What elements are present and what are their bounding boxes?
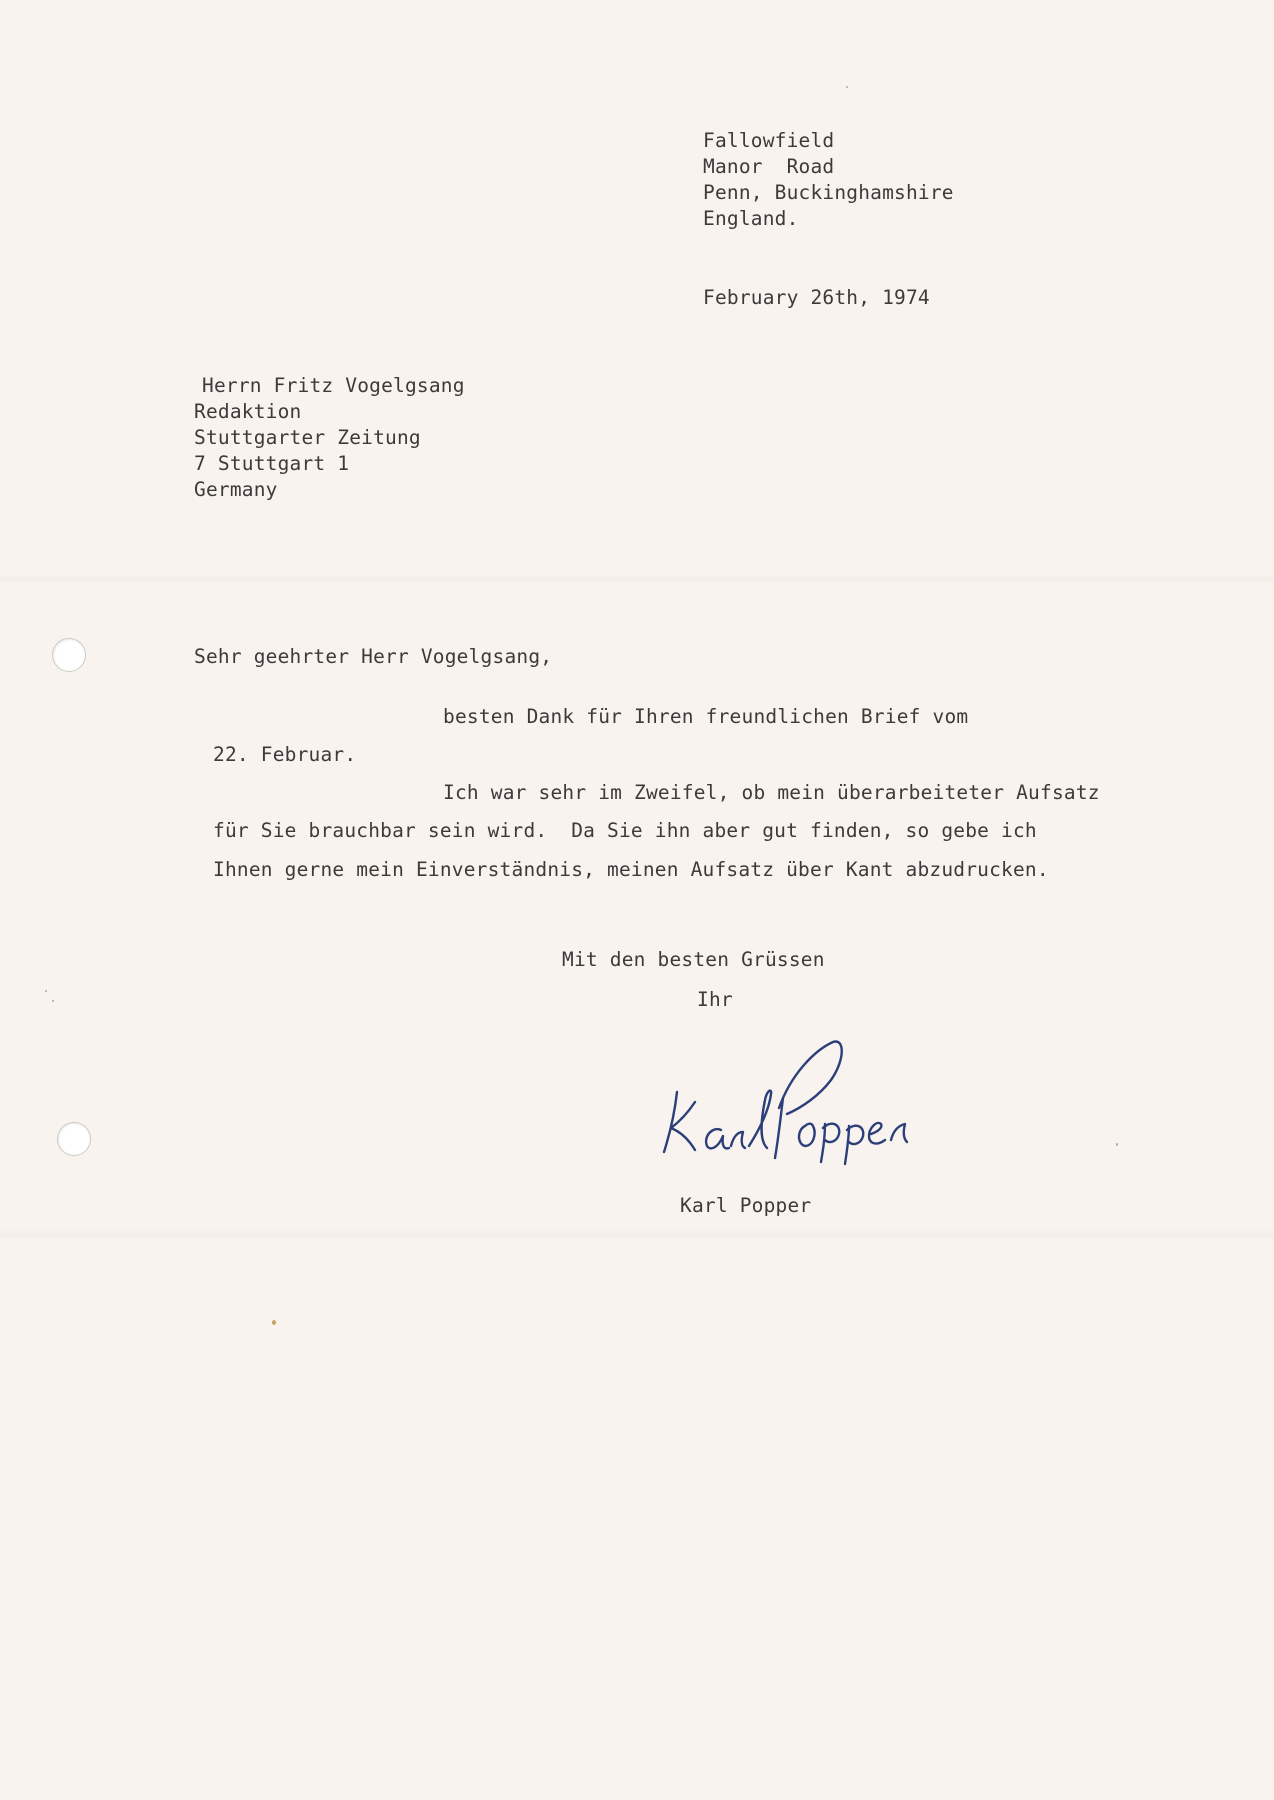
signature-image: [655, 1040, 935, 1170]
paper-speck: [272, 1320, 276, 1325]
body-paragraph-2-line-1: Ich war sehr im Zweifel, ob mein überarbeiteter Aufsatz: [443, 781, 1100, 804]
sender-address-line-4: England.: [703, 207, 799, 230]
sender-address-line-2: Manor Road: [703, 155, 835, 178]
sender-address-line-1: Fallowfield: [703, 129, 835, 152]
body-paragraph-2-line-2: für Sie brauchbar sein wird. Da Sie ihn aber gut finden, so gebe ich: [213, 819, 1037, 842]
closing-line-2: Ihr: [697, 988, 733, 1011]
body-paragraph-1-line-1: besten Dank für Ihren freundlichen Brief vom: [443, 705, 969, 728]
recipient-name: Herrn Fritz Vogelgsang: [202, 374, 465, 397]
paper-speck: [1116, 1143, 1118, 1146]
salutation: Sehr geehrter Herr Vogelgsang,: [194, 645, 553, 668]
body-paragraph-1-line-2: 22. Februar.: [213, 743, 357, 766]
punch-hole-lower: [57, 1122, 91, 1156]
recipient-line-3: Stuttgarter Zeitung: [194, 426, 421, 449]
body-paragraph-2-line-3: Ihnen gerne mein Einverständnis, meinen Aufsatz über Kant abzudrucken.: [213, 858, 1049, 881]
punch-hole-upper: [52, 638, 86, 672]
recipient-line-5: Germany: [194, 478, 278, 501]
paper-speck: [52, 1000, 54, 1002]
letter-date: February 26th, 1974: [703, 286, 930, 309]
closing-line-1: Mit den besten Grüssen: [562, 948, 825, 971]
typed-signature-name: Karl Popper: [680, 1194, 812, 1217]
paper-speck: [846, 86, 848, 88]
recipient-line-4: 7 Stuttgart 1: [194, 452, 350, 475]
recipient-line-2: Redaktion: [194, 400, 302, 423]
paper-speck: [45, 990, 47, 992]
sender-address-line-3: Penn, Buckinghamshire: [703, 181, 954, 204]
